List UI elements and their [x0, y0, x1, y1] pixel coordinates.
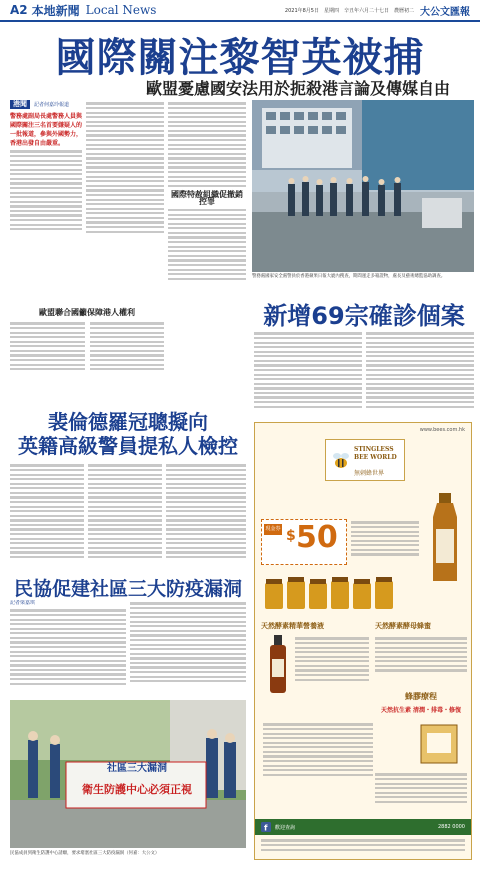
ad-contact-label: 歡迎查詢: [275, 824, 296, 831]
ad-body-text: [295, 635, 369, 683]
coupon-label: 現金券: [264, 524, 282, 535]
ad-slogan: 天然抗生素 清潤・排毒・修復: [380, 707, 462, 714]
ad-brand-en: STINGLESS BEE WORLD: [354, 446, 397, 461]
main-photo: [252, 100, 474, 272]
body-text: [10, 320, 85, 373]
community-byline: 記者梁嘉琪: [10, 600, 36, 606]
body-text: [166, 464, 246, 558]
ad-logo-box: [325, 439, 405, 481]
coupon-value: 50: [296, 520, 338, 555]
section-subtitle: 歐盟聯合國籲保障港人權利: [39, 308, 135, 317]
community-photo: [10, 700, 246, 848]
body-text: [168, 209, 246, 280]
ad-phone[interactable]: 2882 0000: [437, 824, 465, 830]
issue-date: 2021年8月5日 星期四 辛丑年六月二十七日 農曆初二: [284, 7, 414, 14]
facebook-icon[interactable]: [261, 822, 271, 832]
advertisement[interactable]: [254, 422, 472, 860]
svg-text:f: f: [264, 823, 268, 832]
main-subheadline: 歐盟憂慮國安法用於扼殺港言論及傳媒自由: [145, 79, 450, 98]
ad-address-text: [261, 837, 465, 853]
ad-body-text: [351, 519, 419, 558]
covid-column-1: [254, 330, 362, 418]
police-column-2: [88, 462, 162, 570]
main-photo-caption: 警務處國家安全處警員於香港蘋果日報大廈內搜查，期間運走多箱證物，處長及藝術總監協助調查。: [252, 274, 446, 279]
police-column-1: [10, 462, 84, 570]
community-column-2: [130, 600, 246, 694]
banner-line-1: 社區三大漏洞: [107, 763, 167, 774]
police-headline-line-1: 裴倫德羅冠聰擬向: [48, 410, 208, 434]
ad-body-text: [263, 721, 373, 778]
banner-line-2: 衛生防護中心必須正視: [82, 783, 192, 796]
coupon-currency: $: [286, 528, 296, 544]
coupon[interactable]: [261, 519, 347, 565]
body-text: [10, 464, 84, 558]
ad-body-text: [375, 635, 467, 674]
body-text: [10, 150, 82, 230]
police-headline-line-2: 英籍高級警員提私人檢控: [18, 434, 238, 458]
page-number: A2: [10, 3, 28, 17]
page-header: [0, 0, 480, 22]
section-name: 本地新聞: [31, 3, 80, 18]
honey-jars-icon: [263, 573, 403, 613]
police-building-photo: [252, 100, 474, 272]
newspaper-brand: 大公文匯報: [420, 6, 470, 18]
main-headline: 國際關注黎智英被捕: [55, 35, 425, 81]
police-column-3: [166, 462, 246, 570]
article-column-3: [168, 100, 246, 405]
body-text: [10, 609, 126, 684]
propolis-box-icon: [419, 721, 459, 765]
body-text: [90, 320, 165, 373]
bee-icon: [330, 450, 352, 472]
ad-url[interactable]: www.bees.com.hk: [419, 427, 465, 433]
section-subtitle: 國際特赦組織促撤銷控罪: [171, 189, 243, 206]
body-text: [254, 332, 362, 407]
ad-contact-bar[interactable]: [255, 819, 471, 835]
byline: 記者何嘉玲報道: [34, 102, 70, 108]
ad-body-text: [375, 771, 467, 805]
article-column-1: [10, 100, 82, 302]
covid-column-2: [366, 330, 474, 418]
body-text: [86, 102, 164, 232]
ad-product-3: 蜂膠療程: [405, 692, 437, 701]
article-lead: 警務處副局長處警務人員與國際關注三名首要嫌疑人的一批報道，參與外國勢力，香港出發自由嚴重。: [10, 113, 82, 147]
community-headline: 民協促建社區三大防疫漏洞: [13, 578, 242, 600]
community-photo-caption: 民協成員到衛生防護中心請願，要求堵塞社區三大防疫漏洞（何嘉：大公文）: [10, 851, 160, 856]
honey-bottle-icon: [423, 493, 467, 583]
ad-brand-zh: 無刺蜂世界: [354, 470, 385, 477]
body-text: [88, 464, 162, 558]
covid-headline: 新增69宗確診個案: [263, 302, 465, 330]
body-text: [130, 602, 246, 682]
dropper-bottle-icon: [263, 635, 293, 695]
police-headline: [10, 410, 246, 458]
article-column-2: [86, 100, 164, 310]
section-name-en: Local News: [85, 3, 157, 17]
community-column-1: [10, 600, 126, 694]
article-section-2: [10, 305, 164, 405]
body-text: [168, 102, 246, 187]
section-tag: 港聞: [10, 100, 30, 109]
body-text: [366, 332, 474, 407]
ad-product-1: 天然酵素精華營養液: [261, 622, 324, 630]
ad-product-2: 天然酵素酵母蜂蜜: [375, 622, 431, 630]
